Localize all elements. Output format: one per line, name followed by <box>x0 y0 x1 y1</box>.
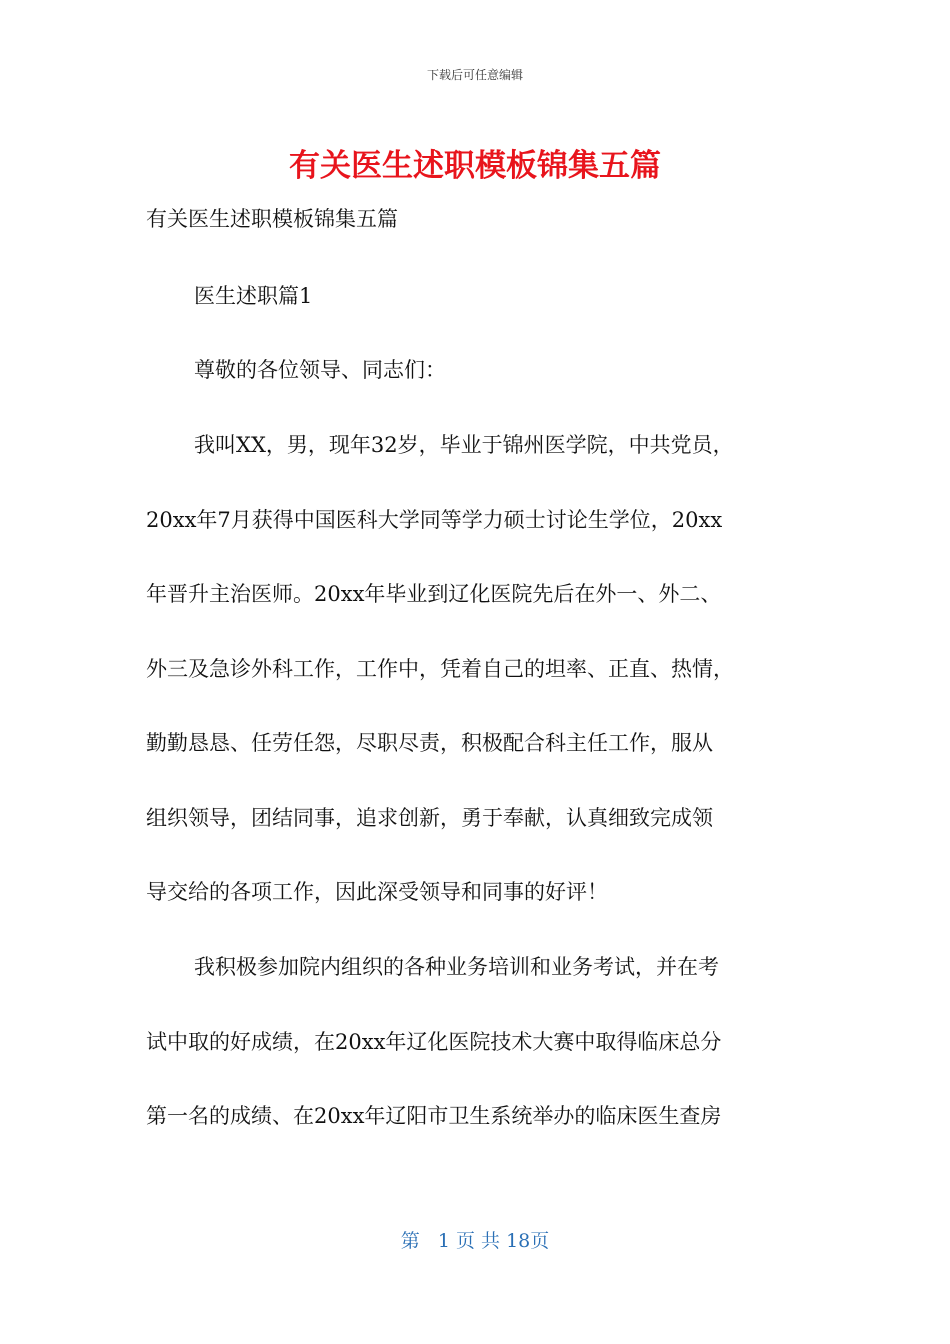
body-line: 我积极参加院内组织的各种业务培训和业务考试，并在考 <box>194 955 719 979</box>
body-line: 第一名的成绩、在20xx年辽阳市卫生系统举办的临床医生查房 <box>146 1104 722 1128</box>
body-line: 外三及急诊外科工作，工作中，凭着自己的坦率、正直、热情， <box>146 657 734 681</box>
footer-mid: 页 共 <box>455 1230 501 1252</box>
body-line: 勤勤恳恳、任劳任怨，尽职尽责，积极配合科主任工作，服从 <box>146 731 713 755</box>
current-page-number: 1 <box>437 1230 450 1252</box>
footer-prefix: 第 <box>400 1230 420 1252</box>
footer-suffix: 页 <box>530 1230 550 1252</box>
body-line: 我叫XX，男，现年32岁，毕业于锦州医学院，中共党员， <box>194 433 734 457</box>
salutation: 尊敬的各位领导、同志们： <box>194 358 446 382</box>
header-note: 下载后可任意编辑 <box>426 68 523 82</box>
page-footer <box>0 1226 950 1253</box>
body-line: 导交给的各项工作，因此深受领导和同事的好评！ <box>146 880 608 904</box>
body-line: 组织领导，团结同事，追求创新，勇于奉献，认真细致完成领 <box>146 806 713 830</box>
body-line: 20xx年7月获得中国医科大学同等学力硕士讨论生学位，20xx <box>146 508 723 532</box>
body-line: 试中取的好成绩，在20xx年辽化医院技术大赛中取得临床总分 <box>146 1030 722 1054</box>
section-heading: 医生述职篇1 <box>194 284 313 308</box>
body-line: 年晋升主治医师。20xx年毕业到辽化医院先后在外一、外二、 <box>146 582 722 606</box>
document-title: 有关医生述职模板锦集五篇 <box>289 148 661 184</box>
total-pages-number: 18 <box>506 1230 531 1252</box>
subtitle-line: 有关医生述职模板锦集五篇 <box>146 207 398 231</box>
